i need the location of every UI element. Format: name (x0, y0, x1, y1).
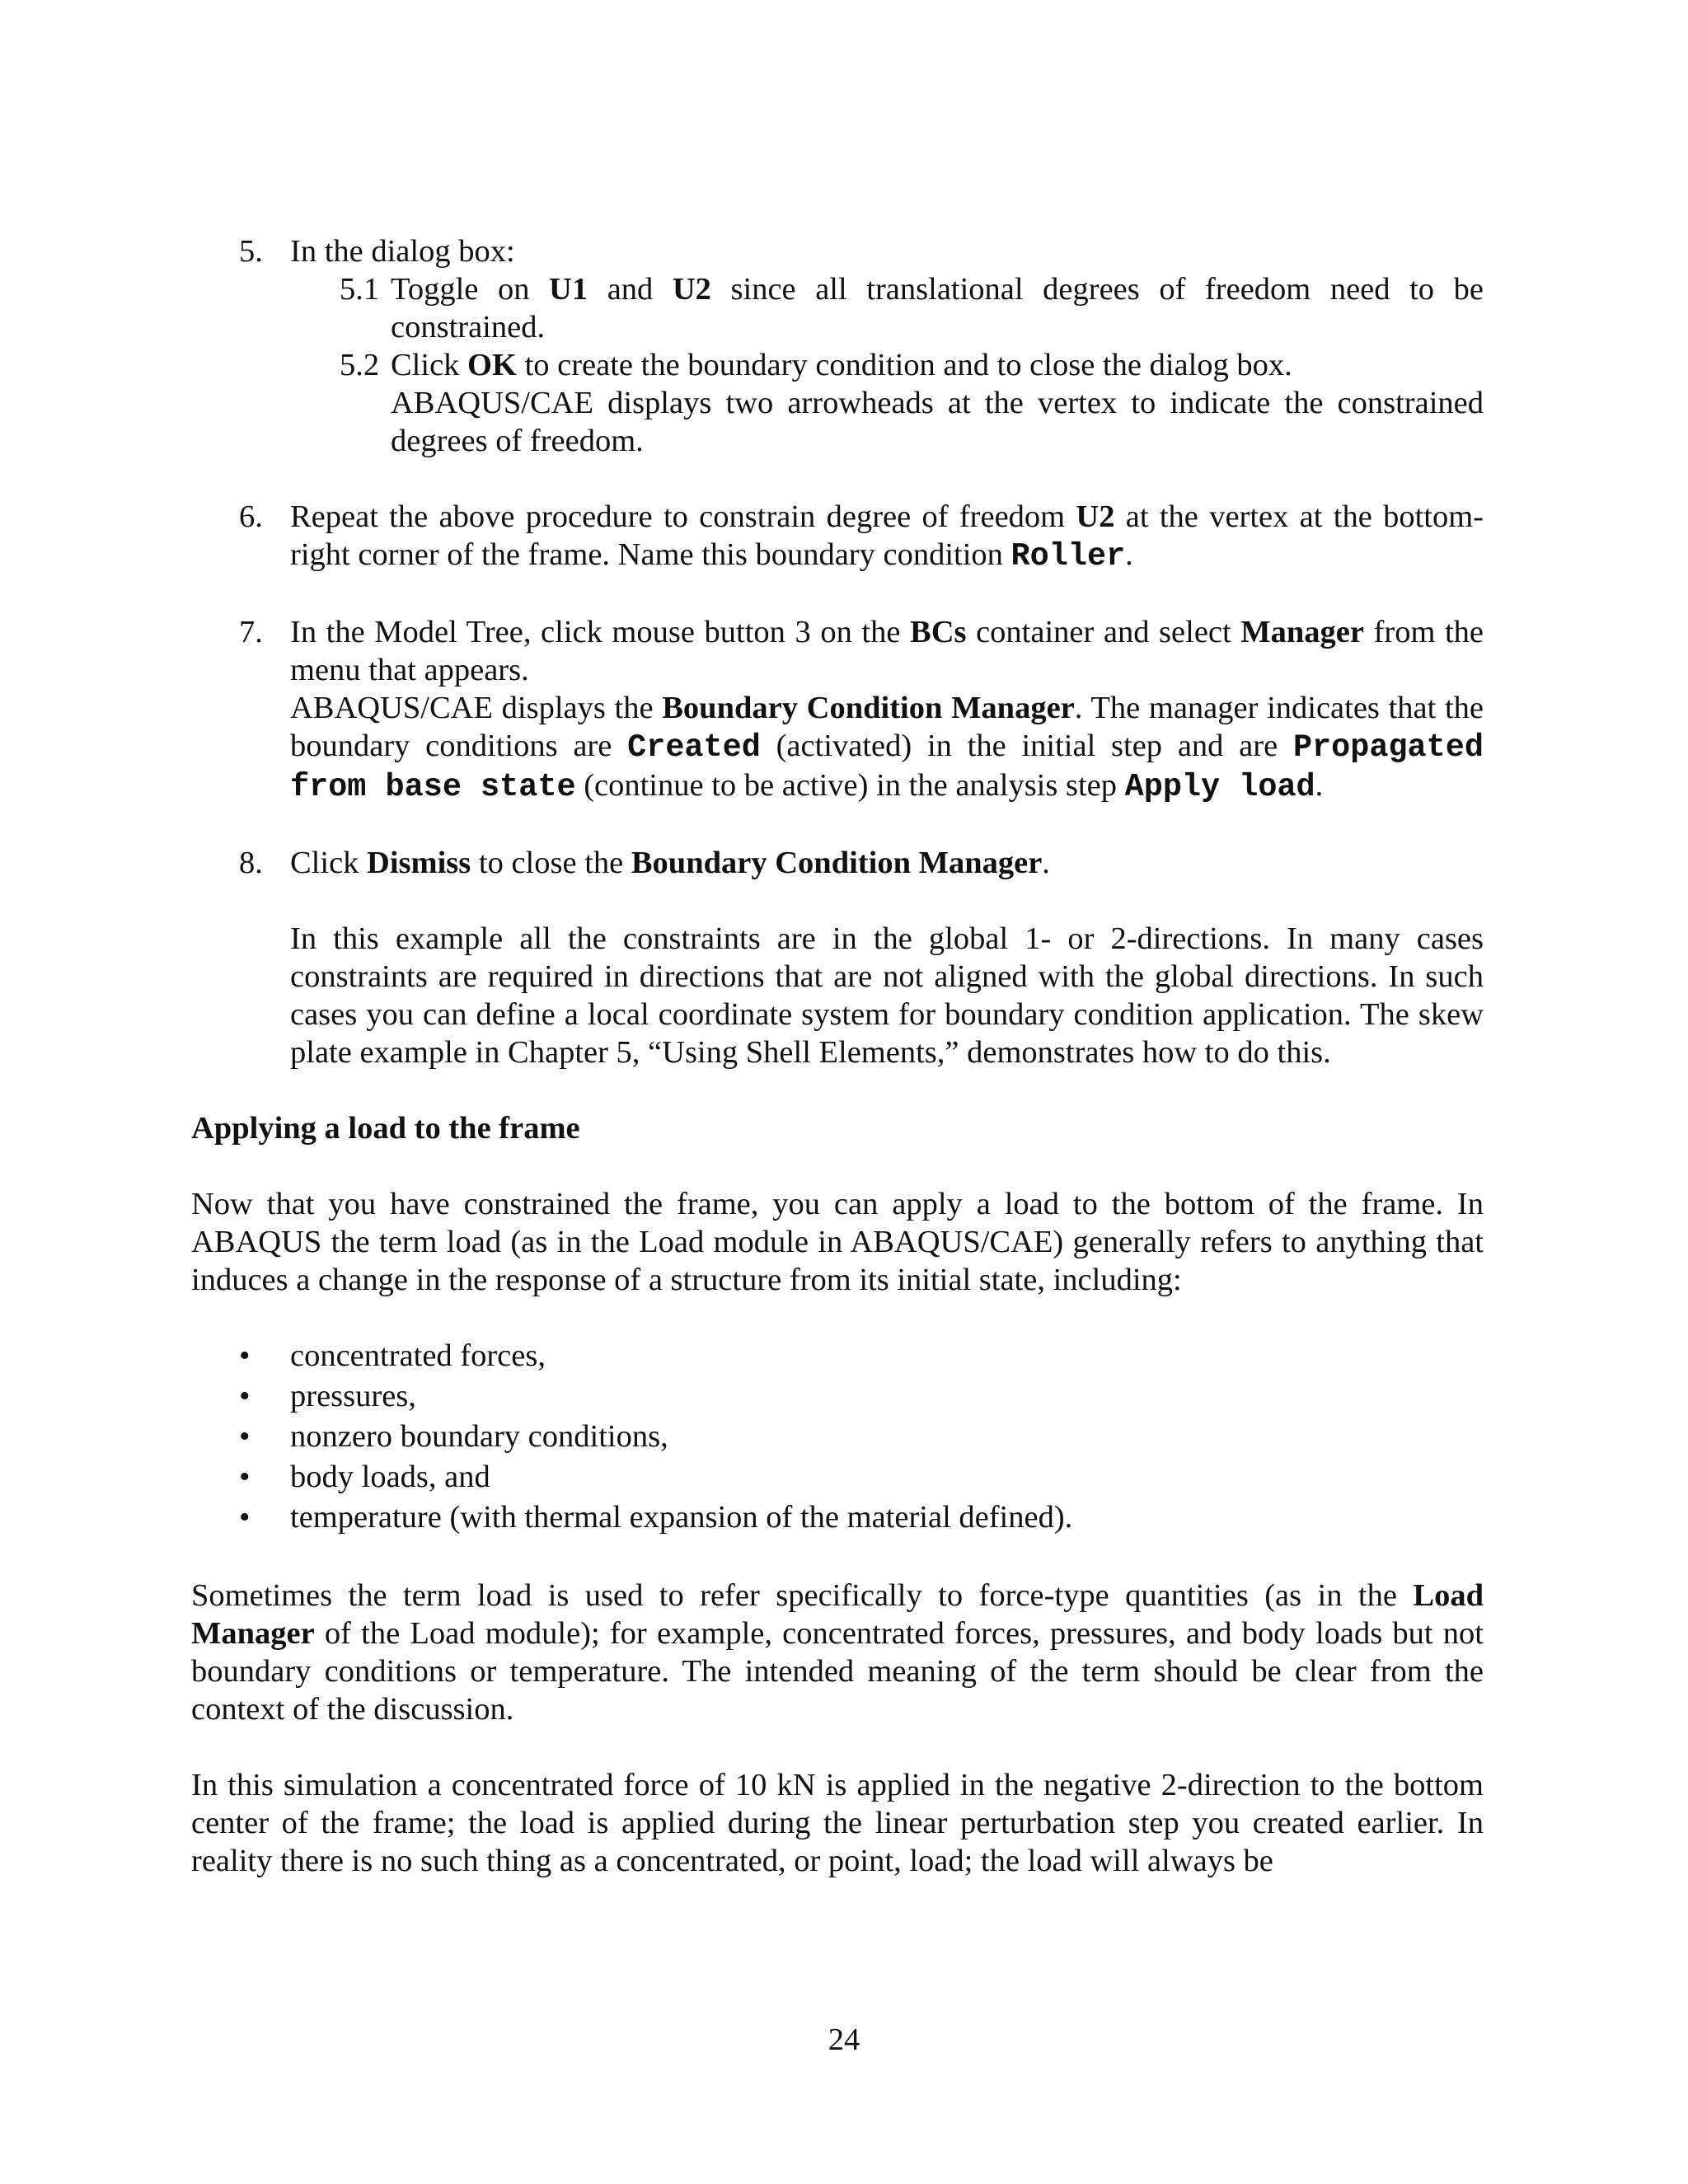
step-detail: ABAQUS/CAE displays the Boundary Condition Manager. The manager indicates that the boundary conditions are Created (activated) in the initial step and are Propagated from base state (continue to be active) in the analysis step Apply load. (290, 691, 1484, 805)
substep-5-1 (191, 270, 1484, 346)
step-text: In the Model Tree, click mouse button 3 on the BCs container and select Manager from the menu that appears. (290, 615, 1484, 687)
paragraph-2: Sometimes the term load is used to refer specifically to force-type quantities (as in the Load Manager of the Load module); for example, concentrated forces, pressures, and body loads but not boundary conditions or temperature. The intended meaning of the term should be clear from the context of the discussion. (191, 1578, 1484, 1727)
step-number: 7. (239, 615, 263, 649)
list-item: • nonzero boundary conditions, (239, 1419, 668, 1454)
step-5 (191, 232, 1484, 270)
step-8 (191, 844, 1484, 882)
paragraph-1: Now that you have constrained the frame, you can apply a load to the bottom of the frame. In ABAQUS the term load (as in the Load module in ABAQUS/CAE) generally refers to anything that induces a change in the response of a structure from its initial state, including: (191, 1187, 1484, 1297)
section-heading: Applying a load to the frame (191, 1111, 580, 1146)
substep-5-2 (191, 346, 1484, 460)
load-types-list (191, 1337, 1484, 1539)
substep-text: Click OK to create the boundary condition and to close the dialog box. (391, 348, 1292, 382)
step-number: 8. (239, 846, 263, 880)
note-paragraph: In this example all the constraints are in the global 1- or 2-directions. In many cases constraints are required in directions that are not aligned with the global directions. In such cases you can define a local coordinate system for boundary condition application. The skew plate example in Chapter 5, “Using Shell Elements,” demonstrates how to do this. (290, 921, 1484, 1070)
bullet-icon: • (239, 1500, 251, 1535)
step-number: 6. (239, 499, 263, 534)
bullet-icon: • (239, 1379, 251, 1413)
document-page (191, 232, 1484, 1880)
bullet-icon: • (239, 1460, 251, 1494)
step-7 (191, 613, 1484, 806)
step-text: Repeat the above procedure to constrain degree of freedom U2 at the vertex at the bottom-right corner of the frame. Name this boundary condition Roller. (290, 499, 1484, 574)
list-item: • temperature (with thermal expansion of the material defined). (239, 1500, 1073, 1535)
list-item: • concentrated forces, (239, 1338, 546, 1373)
bullet-icon: • (239, 1419, 251, 1454)
step-text: Click Dismiss to close the Boundary Condition Manager. (290, 846, 1050, 880)
list-item: • pressures, (239, 1379, 416, 1413)
substep-text: Toggle on U1 and U2 since all translational degrees of freedom need to be constrained. (391, 272, 1484, 344)
step-6 (191, 498, 1484, 575)
list-item: • body loads, and (239, 1460, 490, 1494)
step-text: In the dialog box: (290, 234, 515, 269)
paragraph-3: In this simulation a concentrated force of 10 kN is applied in the negative 2-direction to the bottom center of the frame; the load is applied during the linear perturbation step you created earlier. In reality there is no such thing as a concentrated, or point, load; the load will always be (191, 1768, 1484, 1878)
bullet-icon: • (239, 1338, 251, 1373)
page-number: 24 (828, 2022, 860, 2057)
substep-number: 5.1 (340, 272, 380, 307)
substep-number: 5.2 (340, 348, 380, 382)
step-number: 5. (239, 234, 263, 269)
substep-note: ABAQUS/CAE displays two arrowheads at the vertex to indicate the constrained degrees of freedom. (391, 386, 1484, 458)
